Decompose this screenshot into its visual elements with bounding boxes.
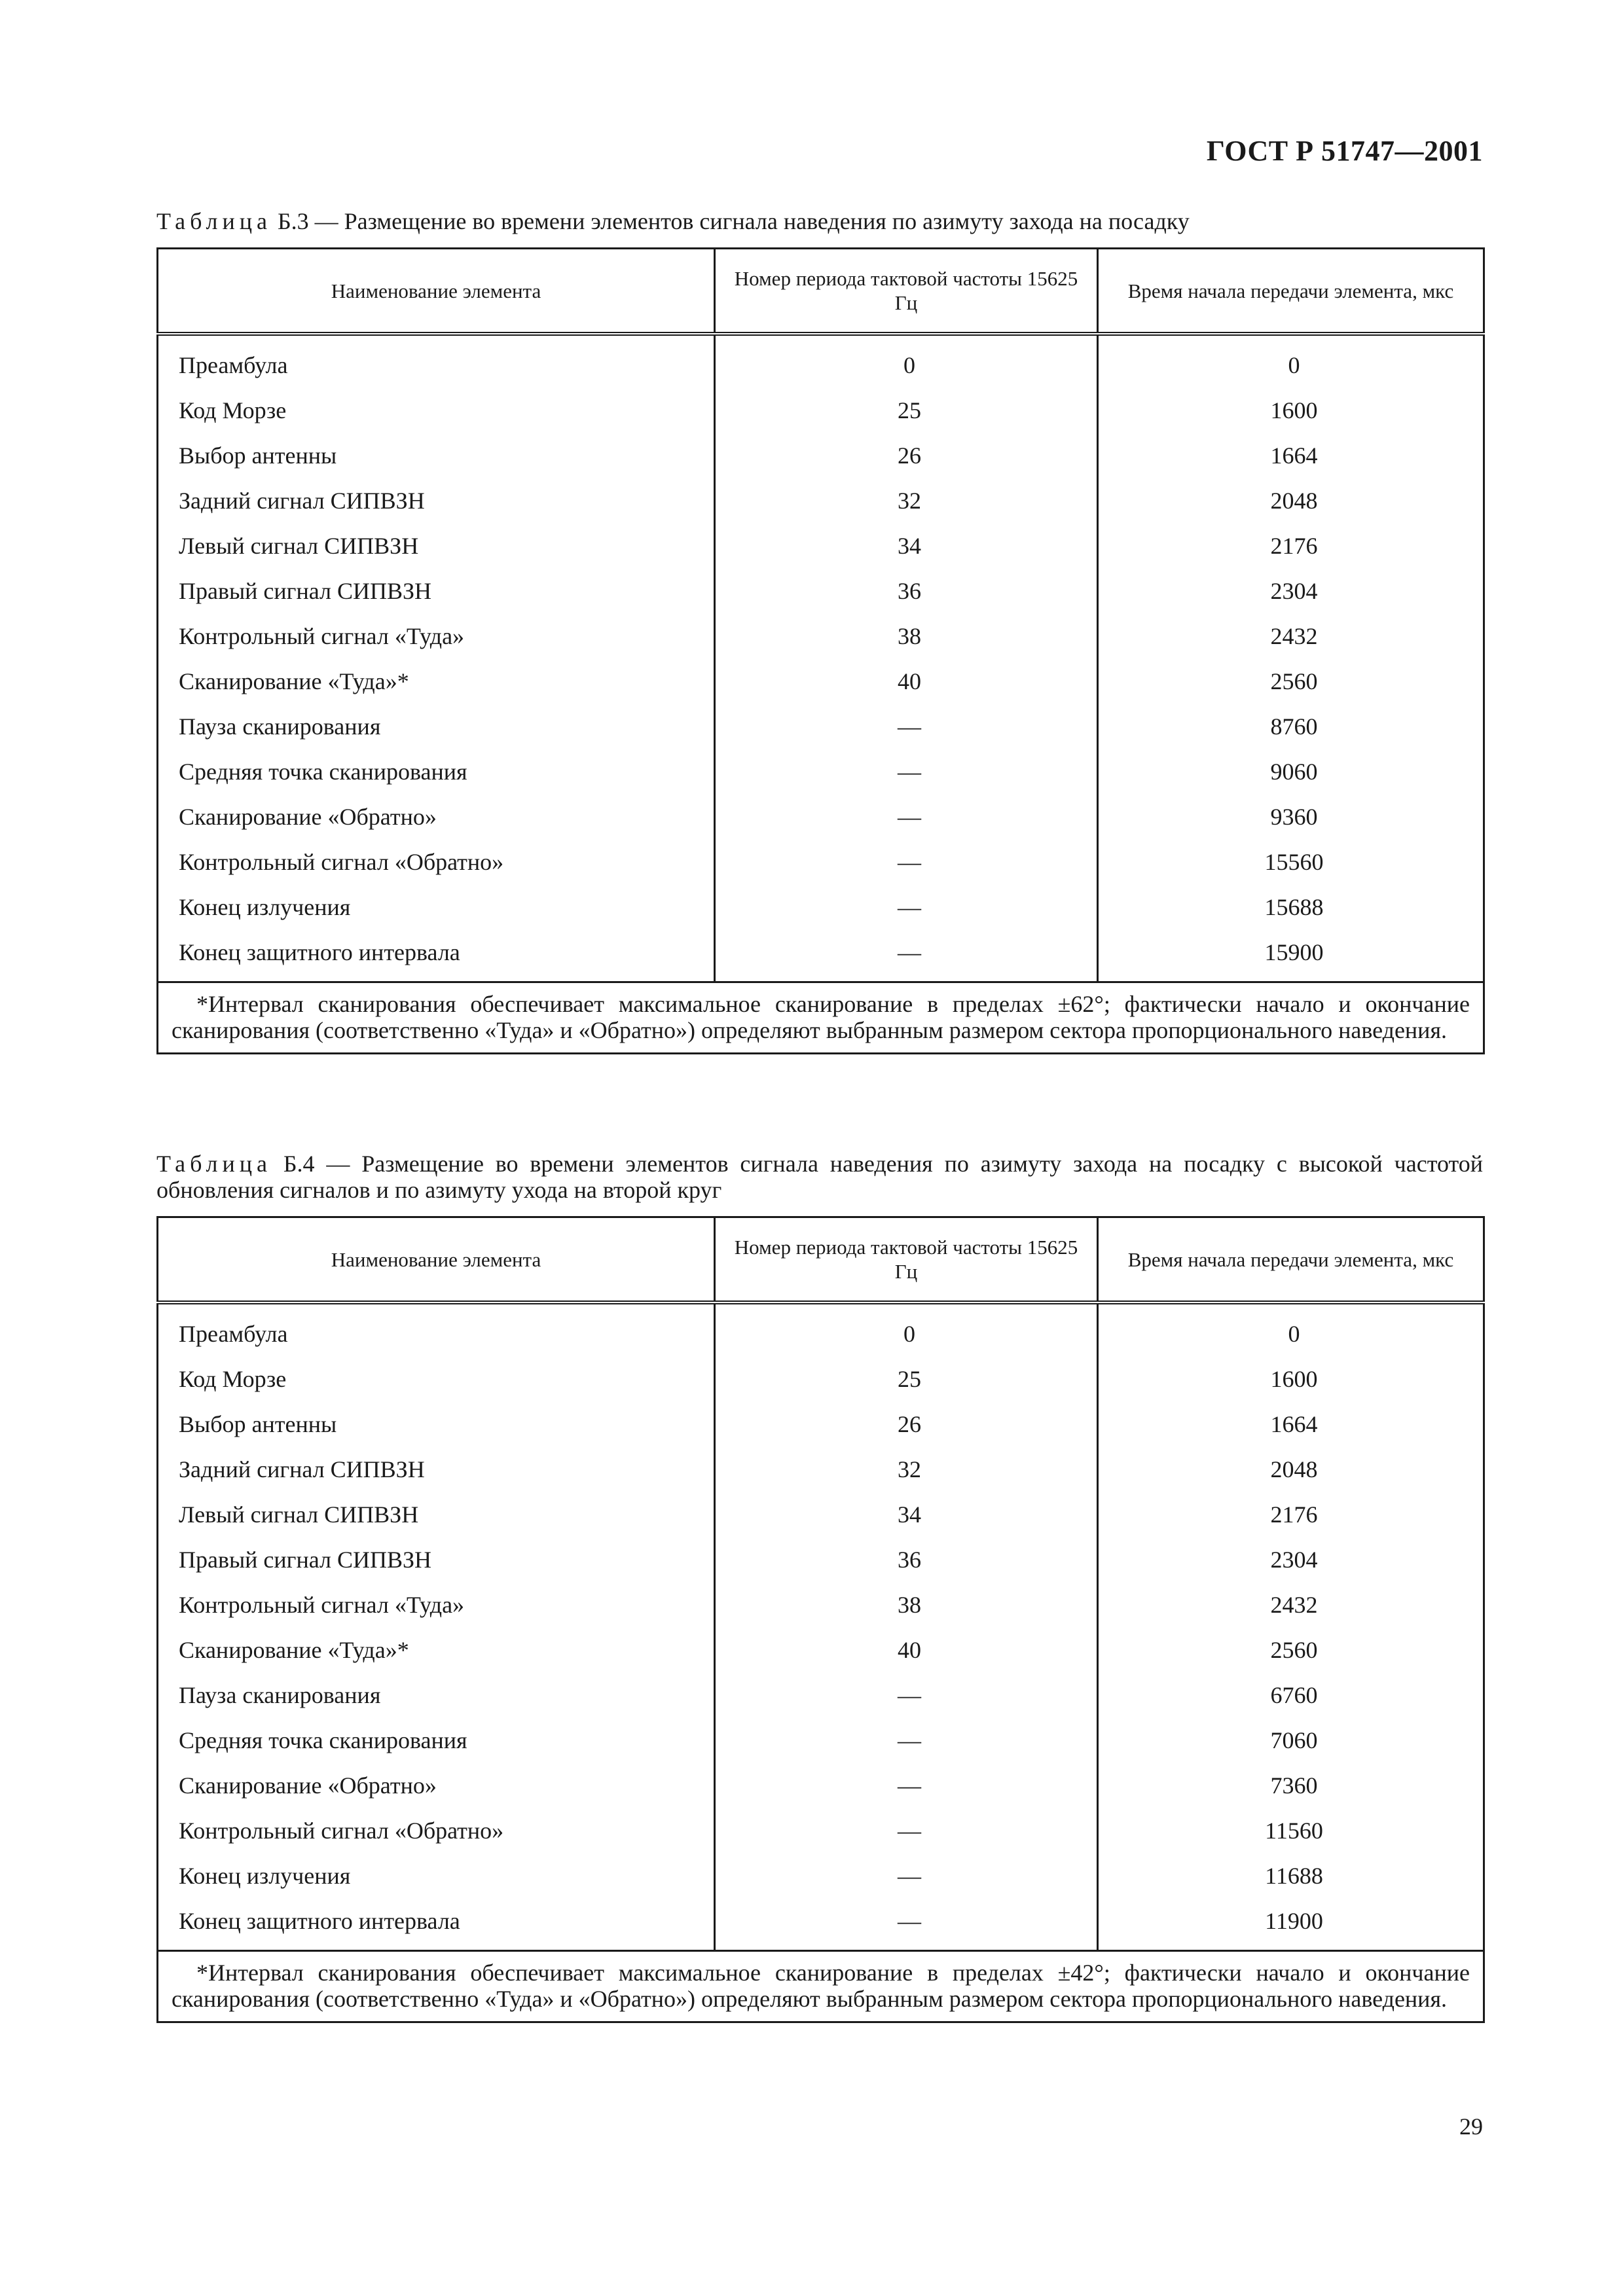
element-name-cell: Код Морзе — [158, 387, 715, 433]
start-time-cell: 1600 — [1270, 397, 1318, 423]
table-row — [158, 884, 1484, 929]
table-row — [158, 1302, 1484, 1356]
period-number-cell: 38 — [715, 1582, 1098, 1627]
start-time-cell: 0 — [1288, 351, 1300, 378]
period-number-cell: — — [715, 1717, 1098, 1763]
table-b4 — [156, 1216, 1485, 2023]
table-b4-label: Таблица — [156, 1151, 272, 1177]
period-number-cell: — — [715, 749, 1098, 794]
table-b4-body — [158, 1302, 1484, 1951]
table-row — [158, 613, 1484, 658]
start-time-cell: 6760 — [1270, 1681, 1318, 1708]
start-time-cell: 9060 — [1270, 758, 1318, 785]
element-name-cell: Преамбула — [158, 1302, 715, 1356]
start-time-cell: 15560 — [1264, 848, 1324, 875]
period-number-cell: 36 — [715, 1537, 1098, 1582]
page-number: 29 — [1459, 2113, 1483, 2140]
table-b4-caption — [156, 1151, 1483, 1203]
start-time-cell: 1664 — [1270, 1410, 1318, 1437]
column-header-period-number: Номер периода тактовой частоты 15625 Гц — [715, 249, 1098, 334]
element-name-cell: Код Морзе — [158, 1356, 715, 1401]
period-number-cell: — — [715, 1763, 1098, 1808]
period-number-cell: 36 — [715, 568, 1098, 613]
element-name-cell: Средняя точка сканирования — [158, 1717, 715, 1763]
table-b3-footnote: *Интервал сканирования обеспечивает максимальное сканирование в пределах ±62°; фактически начало и окончание сканирования (соответственно «Туда» и «Обратно») определяют выбранным размером сектора пропорционального наведения. — [158, 982, 1484, 1054]
element-name-cell: Преамбула — [158, 334, 715, 387]
start-time-cell: 15688 — [1264, 893, 1324, 920]
table-row — [158, 1672, 1484, 1717]
start-time-cell: 1600 — [1270, 1365, 1318, 1392]
table-row — [158, 839, 1484, 884]
start-time-cell: 15900 — [1264, 939, 1324, 965]
period-number-cell: — — [715, 1672, 1098, 1717]
start-time-cell: 2432 — [1270, 622, 1318, 649]
period-number-cell: 40 — [715, 1627, 1098, 1672]
start-time-cell: 7360 — [1270, 1772, 1318, 1799]
table-b4-note-row — [158, 1951, 1484, 2022]
element-name-cell: Правый сигнал СИПВЗН — [158, 568, 715, 613]
period-number-cell: 25 — [715, 1356, 1098, 1401]
period-number-cell: 32 — [715, 478, 1098, 523]
start-time-cell: 2176 — [1270, 532, 1318, 559]
period-number-cell: 26 — [715, 433, 1098, 478]
element-name-cell: Выбор антенны — [158, 1401, 715, 1446]
table-b3-caption — [156, 208, 1483, 234]
element-name-cell: Контрольный сигнал «Обратно» — [158, 839, 715, 884]
table-b3-label: Таблица — [156, 208, 272, 234]
table-row — [158, 1627, 1484, 1672]
period-number-cell: — — [715, 839, 1098, 884]
table-b3-title: — Размещение во времени элементов сигнала наведения по азимуту захода на посадку — [314, 208, 1190, 234]
element-name-cell: Сканирование «Обратно» — [158, 1763, 715, 1808]
start-time-cell: 2176 — [1270, 1501, 1318, 1528]
start-time-cell: 2560 — [1270, 1636, 1318, 1663]
table-row — [158, 929, 1484, 982]
start-time-cell: 2048 — [1270, 1456, 1318, 1482]
table-row — [158, 387, 1484, 433]
period-number-cell: 0 — [715, 1302, 1098, 1356]
table-b4-number: Б.4 — [283, 1151, 315, 1177]
element-name-cell: Пауза сканирования — [158, 704, 715, 749]
element-name-cell: Конец защитного интервала — [158, 1898, 715, 1951]
period-number-cell: 26 — [715, 1401, 1098, 1446]
period-number-cell: 34 — [715, 523, 1098, 568]
column-header-element-name: Наименование элемента — [158, 249, 715, 334]
start-time-cell: 2048 — [1270, 487, 1318, 514]
table-row — [158, 478, 1484, 523]
start-time-cell: 1664 — [1270, 442, 1318, 469]
table-b3 — [156, 247, 1485, 1054]
table-row — [158, 433, 1484, 478]
start-time-cell: 0 — [1288, 1320, 1300, 1347]
element-name-cell: Контрольный сигнал «Обратно» — [158, 1808, 715, 1853]
element-name-cell: Средняя точка сканирования — [158, 749, 715, 794]
table-row — [158, 1853, 1484, 1898]
element-name-cell: Левый сигнал СИПВЗН — [158, 1492, 715, 1537]
element-name-cell: Конец защитного интервала — [158, 929, 715, 982]
start-time-cell: 2304 — [1270, 1546, 1318, 1573]
period-number-cell: 38 — [715, 613, 1098, 658]
period-number-cell: — — [715, 1898, 1098, 1951]
period-number-cell: 40 — [715, 658, 1098, 704]
period-number-cell: — — [715, 704, 1098, 749]
element-name-cell: Конец излучения — [158, 884, 715, 929]
period-number-cell: 32 — [715, 1446, 1098, 1492]
element-name-cell: Сканирование «Туда»* — [158, 658, 715, 704]
table-row — [158, 1537, 1484, 1582]
element-name-cell: Задний сигнал СИПВЗН — [158, 478, 715, 523]
period-number-cell: — — [715, 1808, 1098, 1853]
table-row — [158, 1446, 1484, 1492]
table-b4-footnote: *Интервал сканирования обеспечивает максимальное сканирование в пределах ±42°; фактически начало и окончание сканирования (соответственно «Туда» и «Обратно») определяют выбранным размером сектора пропорционального наведения. — [158, 1951, 1484, 2022]
element-name-cell: Конец излучения — [158, 1853, 715, 1898]
element-name-cell: Задний сигнал СИПВЗН — [158, 1446, 715, 1492]
period-number-cell: 34 — [715, 1492, 1098, 1537]
element-name-cell: Сканирование «Туда»* — [158, 1627, 715, 1672]
column-header-start-time: Время начала передачи элемента, мкс — [1098, 1217, 1484, 1303]
table-row — [158, 704, 1484, 749]
table-row — [158, 1808, 1484, 1853]
period-number-cell: — — [715, 1853, 1098, 1898]
table-row — [158, 1717, 1484, 1763]
table-row — [158, 334, 1484, 387]
start-time-cell: 7060 — [1270, 1727, 1318, 1753]
column-header-period-number: Номер периода тактовой частоты 15625 Гц — [715, 1217, 1098, 1303]
column-header-element-name: Наименование элемента — [158, 1217, 715, 1303]
standard-designation: ГОСТ Р 51747—2001 — [1206, 135, 1483, 167]
table-row — [158, 1401, 1484, 1446]
start-time-cell: 11900 — [1265, 1907, 1323, 1934]
table-row — [158, 1492, 1484, 1537]
element-name-cell: Сканирование «Обратно» — [158, 794, 715, 839]
element-name-cell: Контрольный сигнал «Туда» — [158, 1582, 715, 1627]
start-time-cell: 11560 — [1265, 1817, 1323, 1844]
table-row — [158, 1898, 1484, 1951]
start-time-cell: 9360 — [1270, 803, 1318, 830]
table-row — [158, 749, 1484, 794]
table-b3-number: Б.3 — [277, 208, 309, 234]
period-number-cell: — — [715, 929, 1098, 982]
period-number-cell: — — [715, 794, 1098, 839]
period-number-cell: — — [715, 884, 1098, 929]
table-row — [158, 1763, 1484, 1808]
start-time-cell: 11688 — [1265, 1862, 1323, 1889]
element-name-cell: Контрольный сигнал «Туда» — [158, 613, 715, 658]
start-time-cell: 2560 — [1270, 668, 1318, 694]
table-row — [158, 658, 1484, 704]
start-time-cell: 2304 — [1270, 577, 1318, 604]
element-name-cell: Пауза сканирования — [158, 1672, 715, 1717]
element-name-cell: Левый сигнал СИПВЗН — [158, 523, 715, 568]
element-name-cell: Выбор антенны — [158, 433, 715, 478]
column-header-start-time: Время начала передачи элемента, мкс — [1098, 249, 1484, 334]
table-b3-body — [158, 334, 1484, 982]
period-number-cell: 25 — [715, 387, 1098, 433]
period-number-cell: 0 — [715, 334, 1098, 387]
table-row — [158, 568, 1484, 613]
start-time-cell: 2432 — [1270, 1591, 1318, 1618]
start-time-cell: 8760 — [1270, 713, 1318, 740]
table-row — [158, 523, 1484, 568]
table-b4-title: — Размещение во времени элементов сигнала наведения по азимуту захода на посадку с высокой частотой обновления сигналов и по азимуту ухода на второй круг — [156, 1151, 1484, 1203]
element-name-cell: Правый сигнал СИПВЗН — [158, 1537, 715, 1582]
table-row — [158, 1582, 1484, 1627]
table-b4-header-row — [158, 1217, 1484, 1303]
table-row — [158, 1356, 1484, 1401]
table-row — [158, 794, 1484, 839]
table-b3-note-row — [158, 982, 1484, 1054]
table-b3-header-row — [158, 249, 1484, 334]
